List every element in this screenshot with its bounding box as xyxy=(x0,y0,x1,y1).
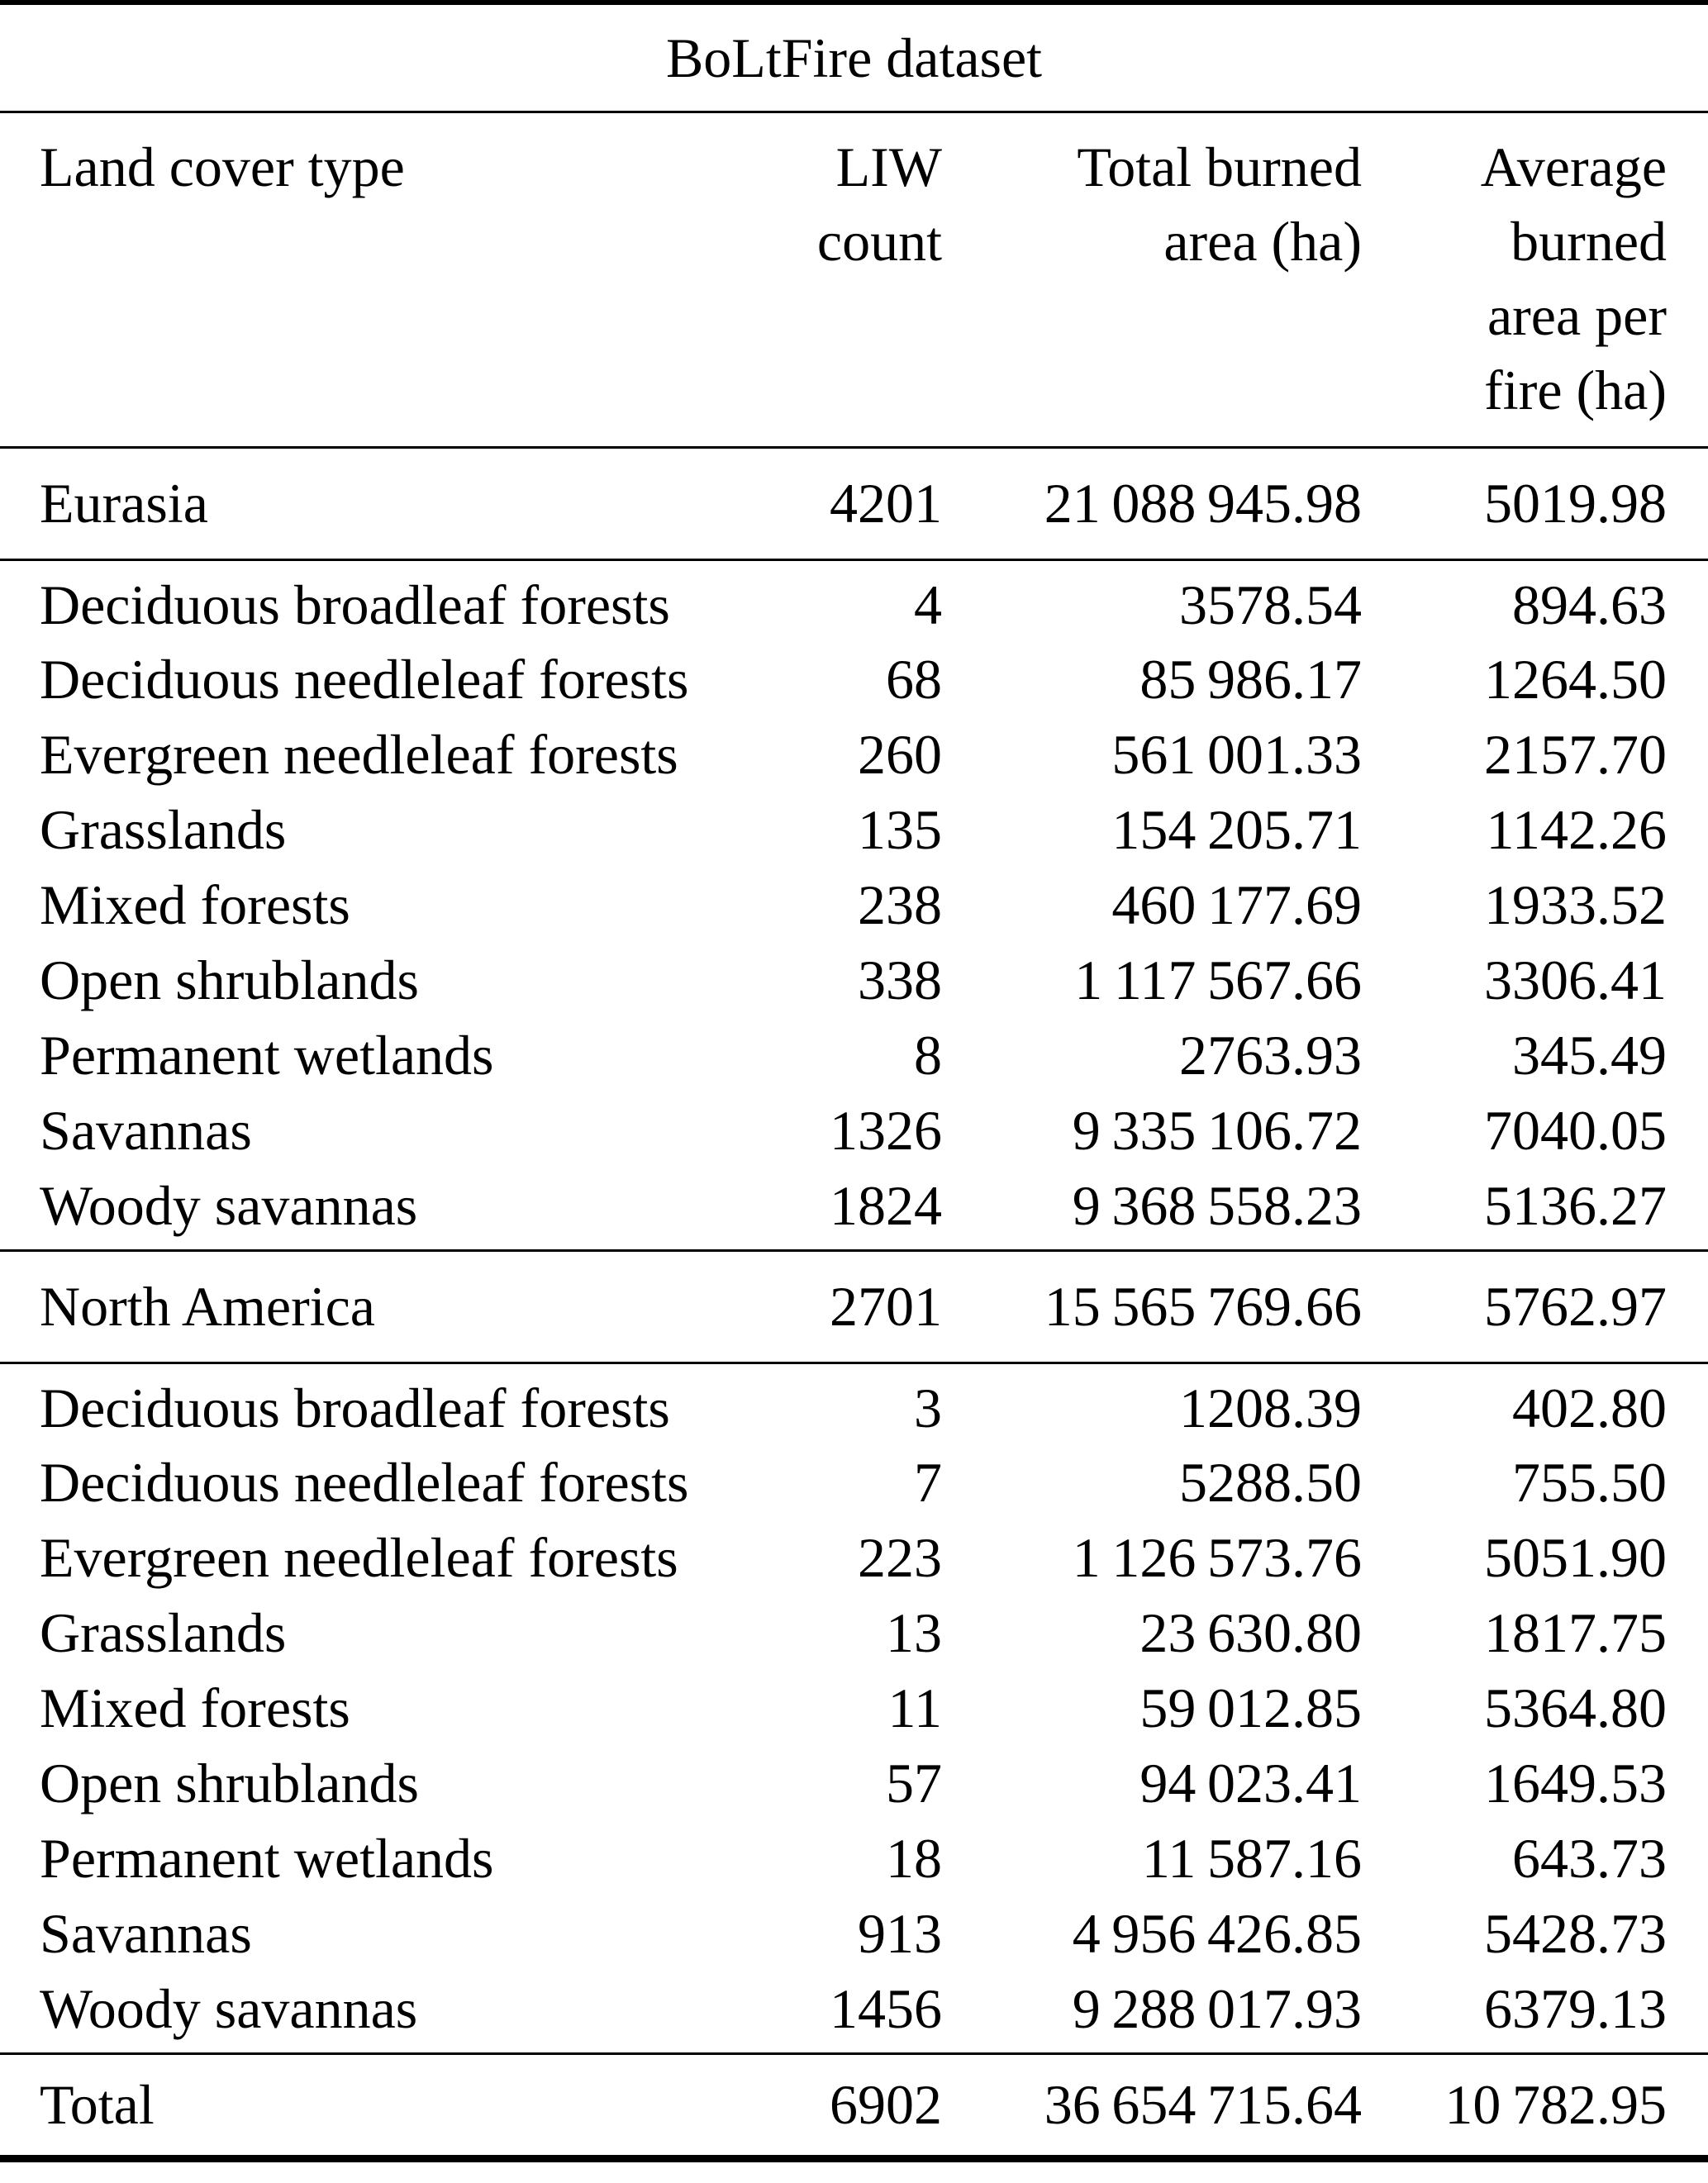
table-row xyxy=(0,1596,1708,1671)
cell-total-burned-area: 154 205.71 xyxy=(1111,798,1362,861)
header-line-burned: burned xyxy=(1511,209,1667,273)
cell-total-burned-area: 59 012.85 xyxy=(1139,1676,1362,1739)
cell-total-burned-area: 36 654 715.64 xyxy=(1044,2073,1362,2136)
column-header-land-cover-type: Land cover type xyxy=(40,135,405,198)
cell-avg-burned-area: 5428.73 xyxy=(1484,1902,1667,1965)
cell-total-label: Total xyxy=(40,2073,155,2136)
cell-liw-count: 2701 xyxy=(830,1275,942,1338)
cell-total-burned-area: 561 001.33 xyxy=(1111,723,1362,786)
cell-total-burned-area: 5288.50 xyxy=(1179,1451,1362,1514)
cell-land-cover-type: Mixed forests xyxy=(40,873,350,936)
cell-liw-count: 1456 xyxy=(830,1976,942,2040)
cell-total-burned-area: 9 368 558.23 xyxy=(1072,1173,1362,1237)
cell-avg-burned-area: 894.63 xyxy=(1512,573,1667,636)
cell-land-cover-type: Deciduous broadleaf forests xyxy=(40,573,670,636)
cell-total-burned-area: 11 587.16 xyxy=(1141,1827,1362,1890)
cell-avg-burned-area: 5019.98 xyxy=(1484,472,1667,535)
cell-avg-burned-area: 3306.41 xyxy=(1484,949,1667,1011)
cell-land-cover-type: Woody savannas xyxy=(40,1173,418,1237)
cell-liw-count: 11 xyxy=(887,1676,942,1739)
cell-land-cover-type: Permanent wetlands xyxy=(40,1024,494,1087)
cell-liw-count: 3 xyxy=(914,1376,942,1439)
cell-land-cover-type: Savannas xyxy=(40,1902,252,1965)
table-row xyxy=(0,559,1708,642)
cell-total-burned-area: 15 565 769.66 xyxy=(1044,1275,1362,1338)
table-row xyxy=(0,1018,1708,1093)
cell-avg-burned-area: 1933.52 xyxy=(1484,873,1667,936)
cell-avg-burned-area: 5762.97 xyxy=(1484,1275,1667,1338)
table-row xyxy=(0,717,1708,792)
cell-land-cover-type: Deciduous broadleaf forests xyxy=(40,1376,670,1439)
cell-total-burned-area: 94 023.41 xyxy=(1139,1752,1362,1814)
cell-avg-burned-area: 755.50 xyxy=(1512,1451,1667,1514)
table-row xyxy=(0,1746,1708,1821)
cell-land-cover-type: Savannas xyxy=(40,1099,252,1162)
cell-avg-burned-area: 1264.50 xyxy=(1484,648,1667,711)
cell-liw-count: 4201 xyxy=(830,472,942,535)
cell-total-burned-area: 9 335 106.72 xyxy=(1072,1099,1362,1162)
cell-total-burned-area: 1208.39 xyxy=(1179,1376,1362,1439)
column-header-total-burned-area xyxy=(942,112,1362,447)
cell-land-cover-type: Evergreen needleleaf forests xyxy=(40,1526,678,1589)
summary-row-eurasia xyxy=(0,447,1708,559)
cell-land-cover-type: Deciduous needleleaf forests xyxy=(40,1451,689,1514)
cell-liw-count: 1326 xyxy=(830,1099,942,1162)
cell-total-burned-area: 4 956 426.85 xyxy=(1072,1902,1362,1965)
table-row xyxy=(0,868,1708,943)
table-row xyxy=(0,1896,1708,1971)
cell-avg-burned-area: 5136.27 xyxy=(1484,1173,1667,1237)
cell-region-label: Eurasia xyxy=(40,472,208,535)
cell-total-burned-area: 460 177.69 xyxy=(1111,873,1362,936)
header-line-total-burned: Total burned xyxy=(1077,135,1362,198)
cell-liw-count: 260 xyxy=(858,723,942,786)
cell-land-cover-type: Evergreen needleleaf forests xyxy=(40,723,678,786)
header-line-area-ha: area (ha) xyxy=(1163,209,1362,273)
cell-avg-burned-area: 6379.13 xyxy=(1484,1976,1667,2040)
cell-land-cover-type: Open shrublands xyxy=(40,1752,419,1814)
cell-land-cover-type: Mixed forests xyxy=(40,1676,350,1739)
cell-total-burned-area: 21 088 945.98 xyxy=(1044,472,1362,535)
cell-avg-burned-area: 1817.75 xyxy=(1484,1601,1667,1664)
table-row xyxy=(0,1363,1708,1445)
cell-liw-count: 8 xyxy=(914,1024,942,1087)
cell-avg-burned-area: 643.73 xyxy=(1512,1827,1667,1890)
cell-liw-count: 4 xyxy=(914,573,942,636)
column-header-avg-burned-area-per-fire xyxy=(1362,112,1708,447)
cell-land-cover-type: Woody savannas xyxy=(40,1976,418,2040)
cell-liw-count: 18 xyxy=(886,1827,942,1890)
cell-land-cover-type: Deciduous needleleaf forests xyxy=(40,648,689,711)
table-title: BoLtFire dataset xyxy=(665,26,1043,89)
column-header-liw-count xyxy=(760,112,942,447)
table-row xyxy=(0,1445,1708,1520)
cell-liw-count: 68 xyxy=(886,648,942,711)
table-row xyxy=(0,642,1708,717)
header-line-liw: LIW xyxy=(835,135,942,198)
header-row xyxy=(0,112,1708,447)
cell-liw-count: 1824 xyxy=(830,1173,942,1237)
cell-total-burned-area: 23 630.80 xyxy=(1139,1601,1362,1664)
cell-total-burned-area: 85 986.17 xyxy=(1139,648,1362,711)
table-row xyxy=(0,1821,1708,1896)
header-line-average: Average xyxy=(1480,135,1667,198)
cell-region-label: North America xyxy=(40,1275,375,1338)
header-line-count: count xyxy=(816,209,942,273)
table-row xyxy=(0,1971,1708,2054)
cell-land-cover-type: Open shrublands xyxy=(40,949,419,1011)
table-row xyxy=(0,1093,1708,1168)
cell-liw-count: 135 xyxy=(858,798,942,861)
cell-land-cover-type: Grasslands xyxy=(40,1601,287,1664)
cell-total-burned-area: 2763.93 xyxy=(1179,1024,1362,1087)
cell-avg-burned-area: 7040.05 xyxy=(1484,1099,1667,1162)
cell-total-burned-area: 3578.54 xyxy=(1179,573,1362,636)
header-line-fire-ha: fire (ha) xyxy=(1484,358,1667,421)
cell-total-burned-area: 9 288 017.93 xyxy=(1072,1976,1362,2040)
cell-avg-burned-area: 1649.53 xyxy=(1484,1752,1667,1814)
cell-liw-count: 6902 xyxy=(830,2073,942,2136)
cell-liw-count: 338 xyxy=(858,949,942,1011)
cell-liw-count: 13 xyxy=(886,1601,942,1664)
cell-liw-count: 7 xyxy=(914,1451,942,1514)
total-row xyxy=(0,2053,1708,2158)
cell-land-cover-type: Permanent wetlands xyxy=(40,1827,494,1890)
table-row xyxy=(0,792,1708,868)
header-line-area-per: area per xyxy=(1487,283,1667,347)
cell-avg-burned-area: 5364.80 xyxy=(1484,1676,1667,1739)
cell-liw-count: 913 xyxy=(858,1902,942,1965)
cell-liw-count: 223 xyxy=(858,1526,942,1589)
cell-land-cover-type: Grasslands xyxy=(40,798,287,861)
cell-avg-burned-area: 345.49 xyxy=(1512,1024,1667,1087)
cell-avg-burned-area: 10 782.95 xyxy=(1444,2073,1667,2136)
summary-row-north-america xyxy=(0,1250,1708,1363)
table-row xyxy=(0,943,1708,1018)
cell-total-burned-area: 1 117 567.66 xyxy=(1074,949,1362,1011)
cell-avg-burned-area: 2157.70 xyxy=(1484,723,1667,786)
table-row xyxy=(0,1520,1708,1596)
cell-avg-burned-area: 1142.26 xyxy=(1486,798,1667,861)
table-row xyxy=(0,1168,1708,1251)
cell-avg-burned-area: 5051.90 xyxy=(1484,1526,1667,1589)
cell-total-burned-area: 1 126 573.76 xyxy=(1072,1526,1362,1589)
table-row xyxy=(0,1671,1708,1746)
cell-avg-burned-area: 402.80 xyxy=(1512,1376,1667,1439)
cell-liw-count: 57 xyxy=(886,1752,942,1814)
table-title-row xyxy=(0,2,1708,112)
cell-liw-count: 238 xyxy=(858,873,942,936)
